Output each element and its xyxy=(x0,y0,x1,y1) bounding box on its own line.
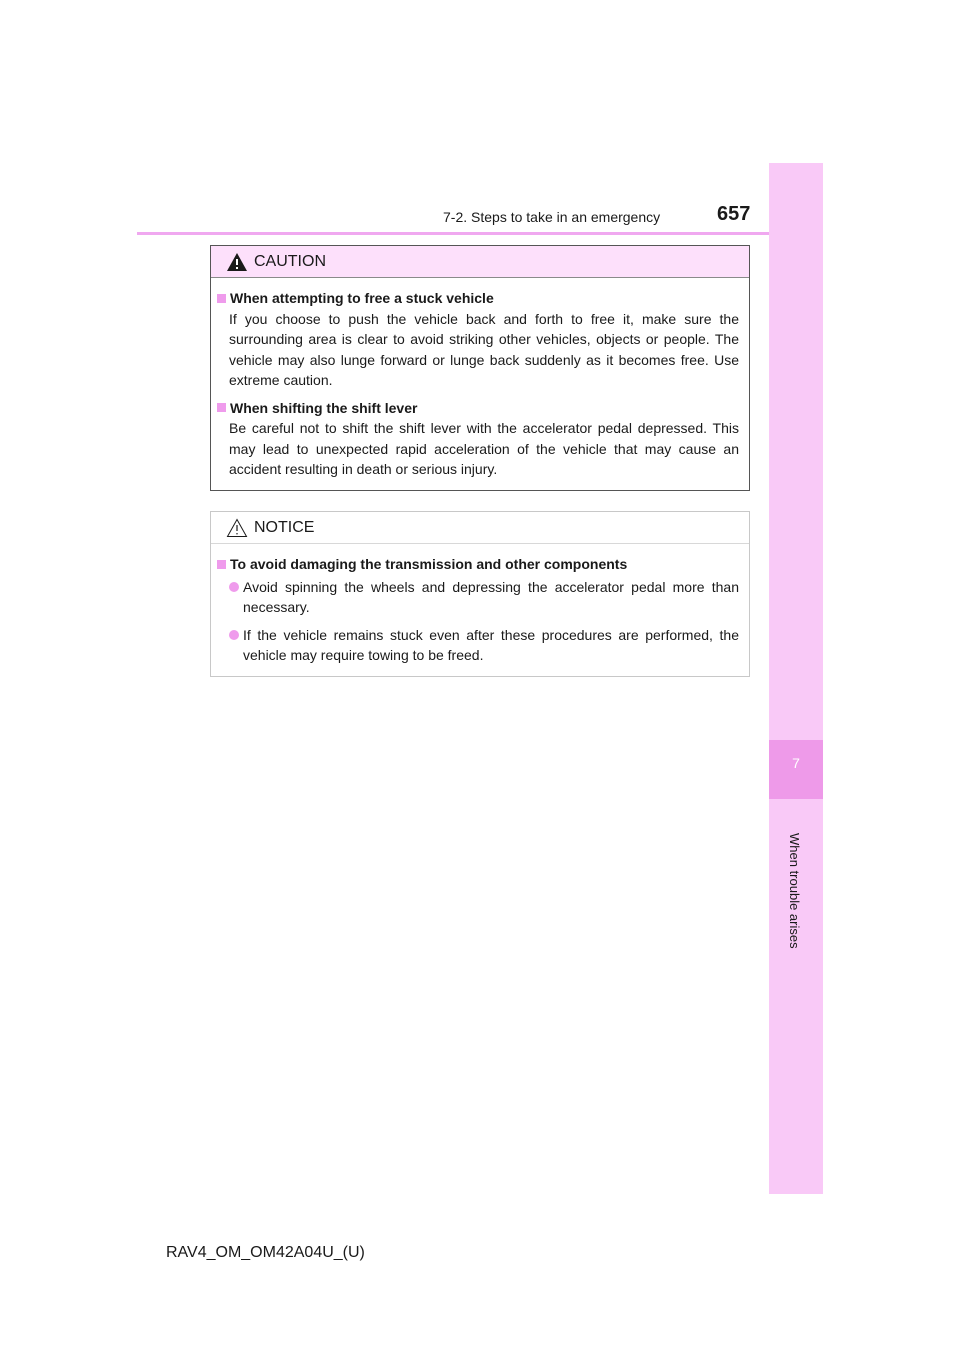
chapter-title: When trouble arises xyxy=(787,833,802,949)
caution-item-text: If you choose to push the vehicle back and forth to free it, make sure the surrounding area is clear to avoid striking other vehicles, objects or people. The vehicle may also lunge forward or lunge back suddenly as it becomes free. Use extreme caution. xyxy=(229,310,739,388)
section-title: 7-2. Steps to take in an emergency xyxy=(443,209,661,225)
chapter-side-tab xyxy=(769,163,823,1194)
notice-bullet xyxy=(229,625,743,666)
caution-item-text: Be careful not to shift the shift lever with the accelerator pedal depressed. This may lead to unexpected rapid acceleration of the vehicle that may cause an accident resulting in death or serious injury. xyxy=(229,420,739,477)
page-number: 657 xyxy=(717,203,751,225)
caution-body xyxy=(211,278,749,480)
caution-header xyxy=(211,246,749,278)
square-bullet-icon xyxy=(217,560,226,569)
notice-body xyxy=(211,544,749,666)
notice-bullet-text: Avoid spinning the wheels and depressing the accelerator pedal more than necessary. xyxy=(243,578,739,615)
warning-triangle-icon xyxy=(226,252,248,272)
notice-triangle-icon xyxy=(226,518,248,538)
notice-title-text: To avoid damaging the transmission and other components xyxy=(230,556,628,572)
square-bullet-icon xyxy=(217,403,226,412)
chapter-number: 7 xyxy=(792,755,800,771)
notice-header xyxy=(211,512,749,544)
caution-item-title-text: When shifting the shift lever xyxy=(230,399,418,416)
caution-box xyxy=(210,245,750,491)
notice-box xyxy=(210,511,750,677)
round-bullet-icon xyxy=(229,582,239,592)
caution-item-title-text: When attempting to free a stuck vehicle xyxy=(230,290,494,306)
caution-item-title xyxy=(217,398,743,419)
notice-label: NOTICE xyxy=(254,518,315,536)
round-bullet-icon xyxy=(229,630,239,640)
header-rule xyxy=(137,232,823,235)
notice-bullet xyxy=(229,577,743,618)
square-bullet-icon xyxy=(217,294,226,303)
chapter-title-vertical xyxy=(787,833,807,949)
document-code: RAV4_OM_OM42A04U_(U) xyxy=(166,1244,365,1261)
notice-bullet-text: If the vehicle remains stuck even after these procedures are performed, the vehicle may require towing to be freed. xyxy=(243,626,739,663)
caution-item-title xyxy=(217,288,743,309)
caution-label: CAUTION xyxy=(254,252,326,270)
notice-title xyxy=(217,554,743,575)
